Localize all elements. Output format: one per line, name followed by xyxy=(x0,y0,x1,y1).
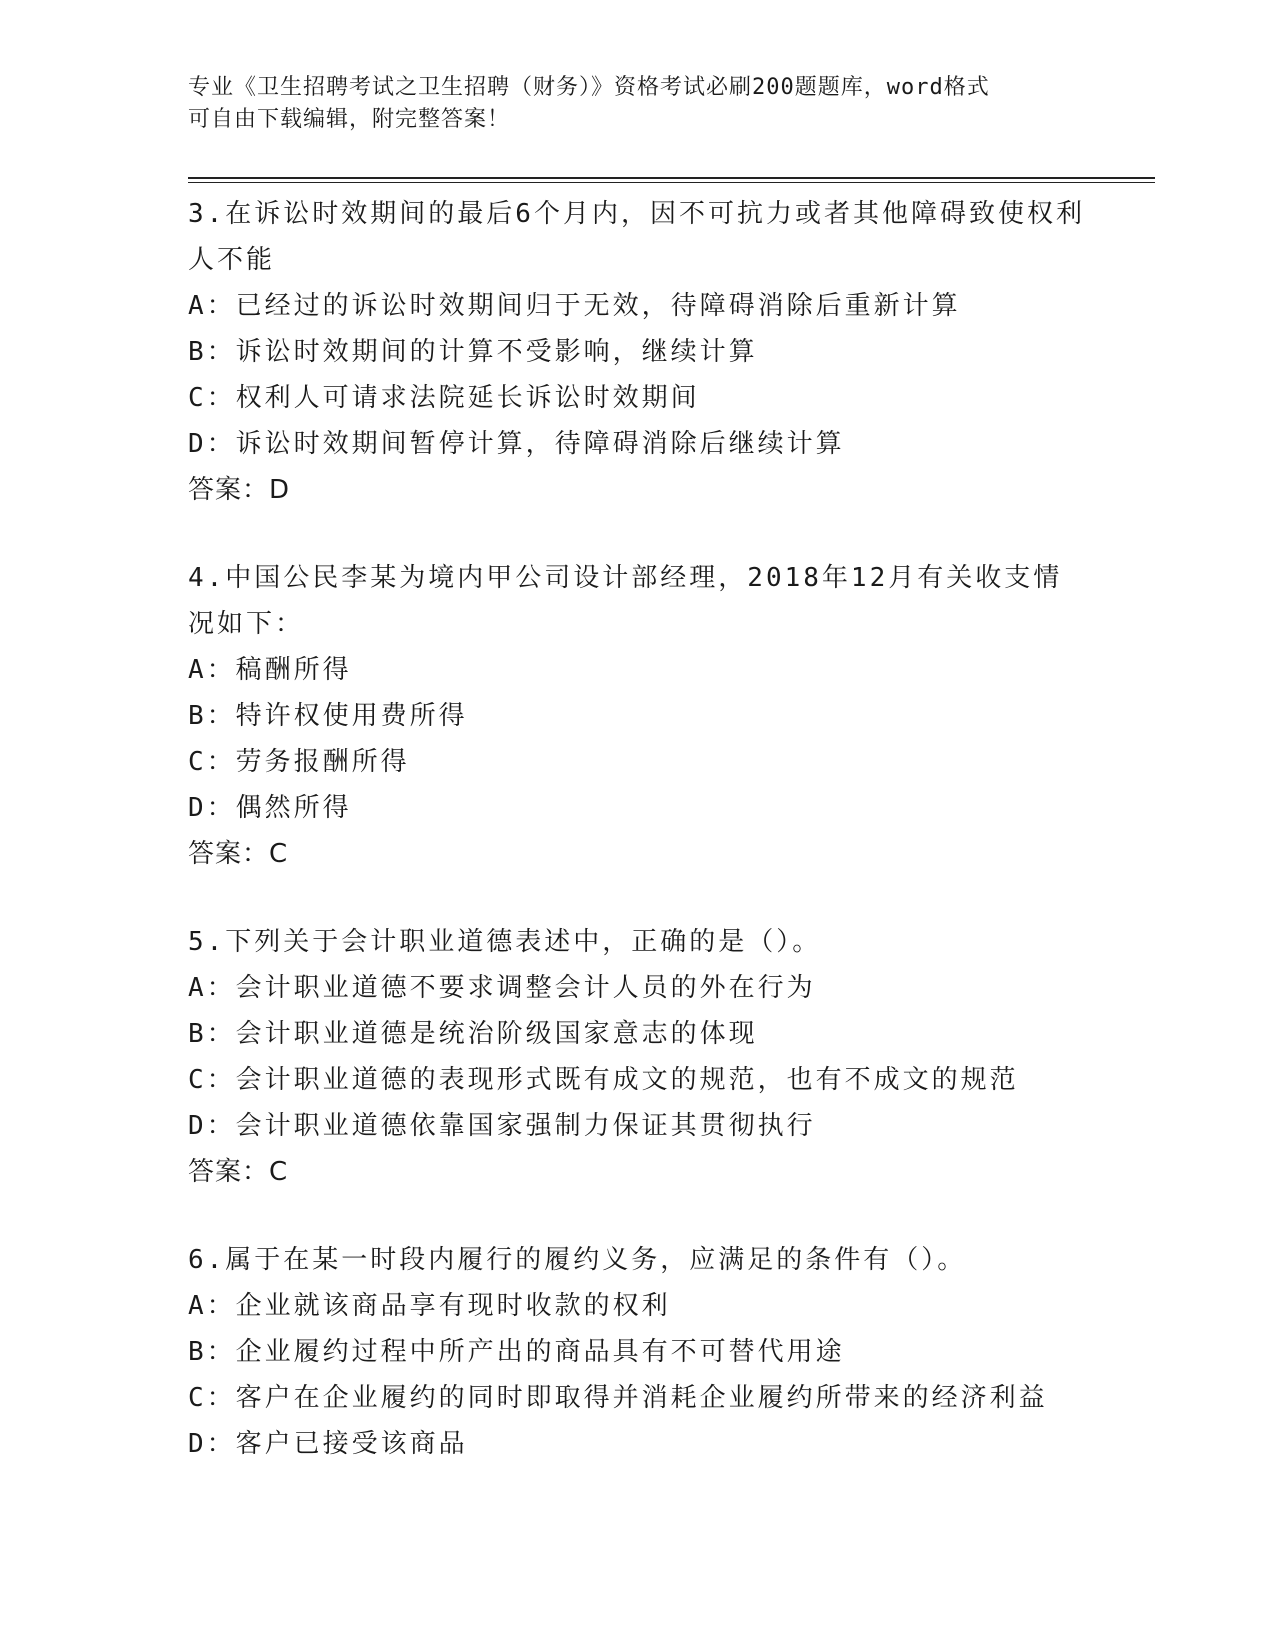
document-header xyxy=(188,72,1088,136)
question-4 xyxy=(188,555,1088,877)
option-a: A：企业就该商品享有现时收款的权利 xyxy=(188,1291,671,1321)
option-d: D：会计职业道德依靠国家强制力保证其贯彻执行 xyxy=(188,1111,816,1141)
option-c: C：劳务报酬所得 xyxy=(188,747,410,777)
option-a: A：会计职业道德不要求调整会计人员的外在行为 xyxy=(188,973,816,1003)
question-6 xyxy=(188,1237,1088,1467)
question-stem: 4.中国公民李某为境内甲公司设计部经理，2018年12月有关收支情况如下： xyxy=(188,563,1063,639)
answer: 答案：C xyxy=(188,839,289,869)
question-stem: 5.下列关于会计职业道德表述中，正确的是（）。 xyxy=(188,927,822,957)
option-b: B：特许权使用费所得 xyxy=(188,701,468,731)
header-divider-thick xyxy=(188,177,1155,179)
option-a: A：稿酬所得 xyxy=(188,655,352,685)
header-title-line-1: 专业《卫生招聘考试之卫生招聘（财务）》资格考试必刷200题题库，word格式 xyxy=(188,75,990,100)
question-list xyxy=(188,191,1088,1509)
question-5 xyxy=(188,919,1088,1195)
option-b: B：会计职业道德是统治阶级国家意志的体现 xyxy=(188,1019,758,1049)
option-c: C：会计职业道德的表现形式既有成文的规范，也有不成文的规范 xyxy=(188,1065,1019,1095)
option-b: B：诉讼时效期间的计算不受影响，继续计算 xyxy=(188,337,758,367)
answer: 答案：D xyxy=(188,475,291,505)
header-divider-thin xyxy=(188,182,1155,183)
option-d: D：客户已接受该商品 xyxy=(188,1429,468,1459)
option-c: C：客户在企业履约的同时即取得并消耗企业履约所带来的经济利益 xyxy=(188,1383,1048,1413)
answer: 答案：C xyxy=(188,1157,289,1187)
header-title-line-2: 可自由下载编辑，附完整答案！ xyxy=(188,107,511,132)
option-d: D：偶然所得 xyxy=(188,793,352,823)
question-3 xyxy=(188,191,1088,513)
question-stem: 6.属于在某一时段内履行的履约义务，应满足的条件有（）。 xyxy=(188,1245,967,1275)
option-c: C：权利人可请求法院延长诉讼时效期间 xyxy=(188,383,700,413)
question-stem: 3.在诉讼时效期间的最后6个月内，因不可抗力或者其他障碍致使权利人不能 xyxy=(188,199,1085,275)
option-d: D：诉讼时效期间暂停计算，待障碍消除后继续计算 xyxy=(188,429,845,459)
option-a: A：已经过的诉讼时效期间归于无效，待障碍消除后重新计算 xyxy=(188,291,961,321)
option-b: B：企业履约过程中所产出的商品具有不可替代用途 xyxy=(188,1337,845,1367)
